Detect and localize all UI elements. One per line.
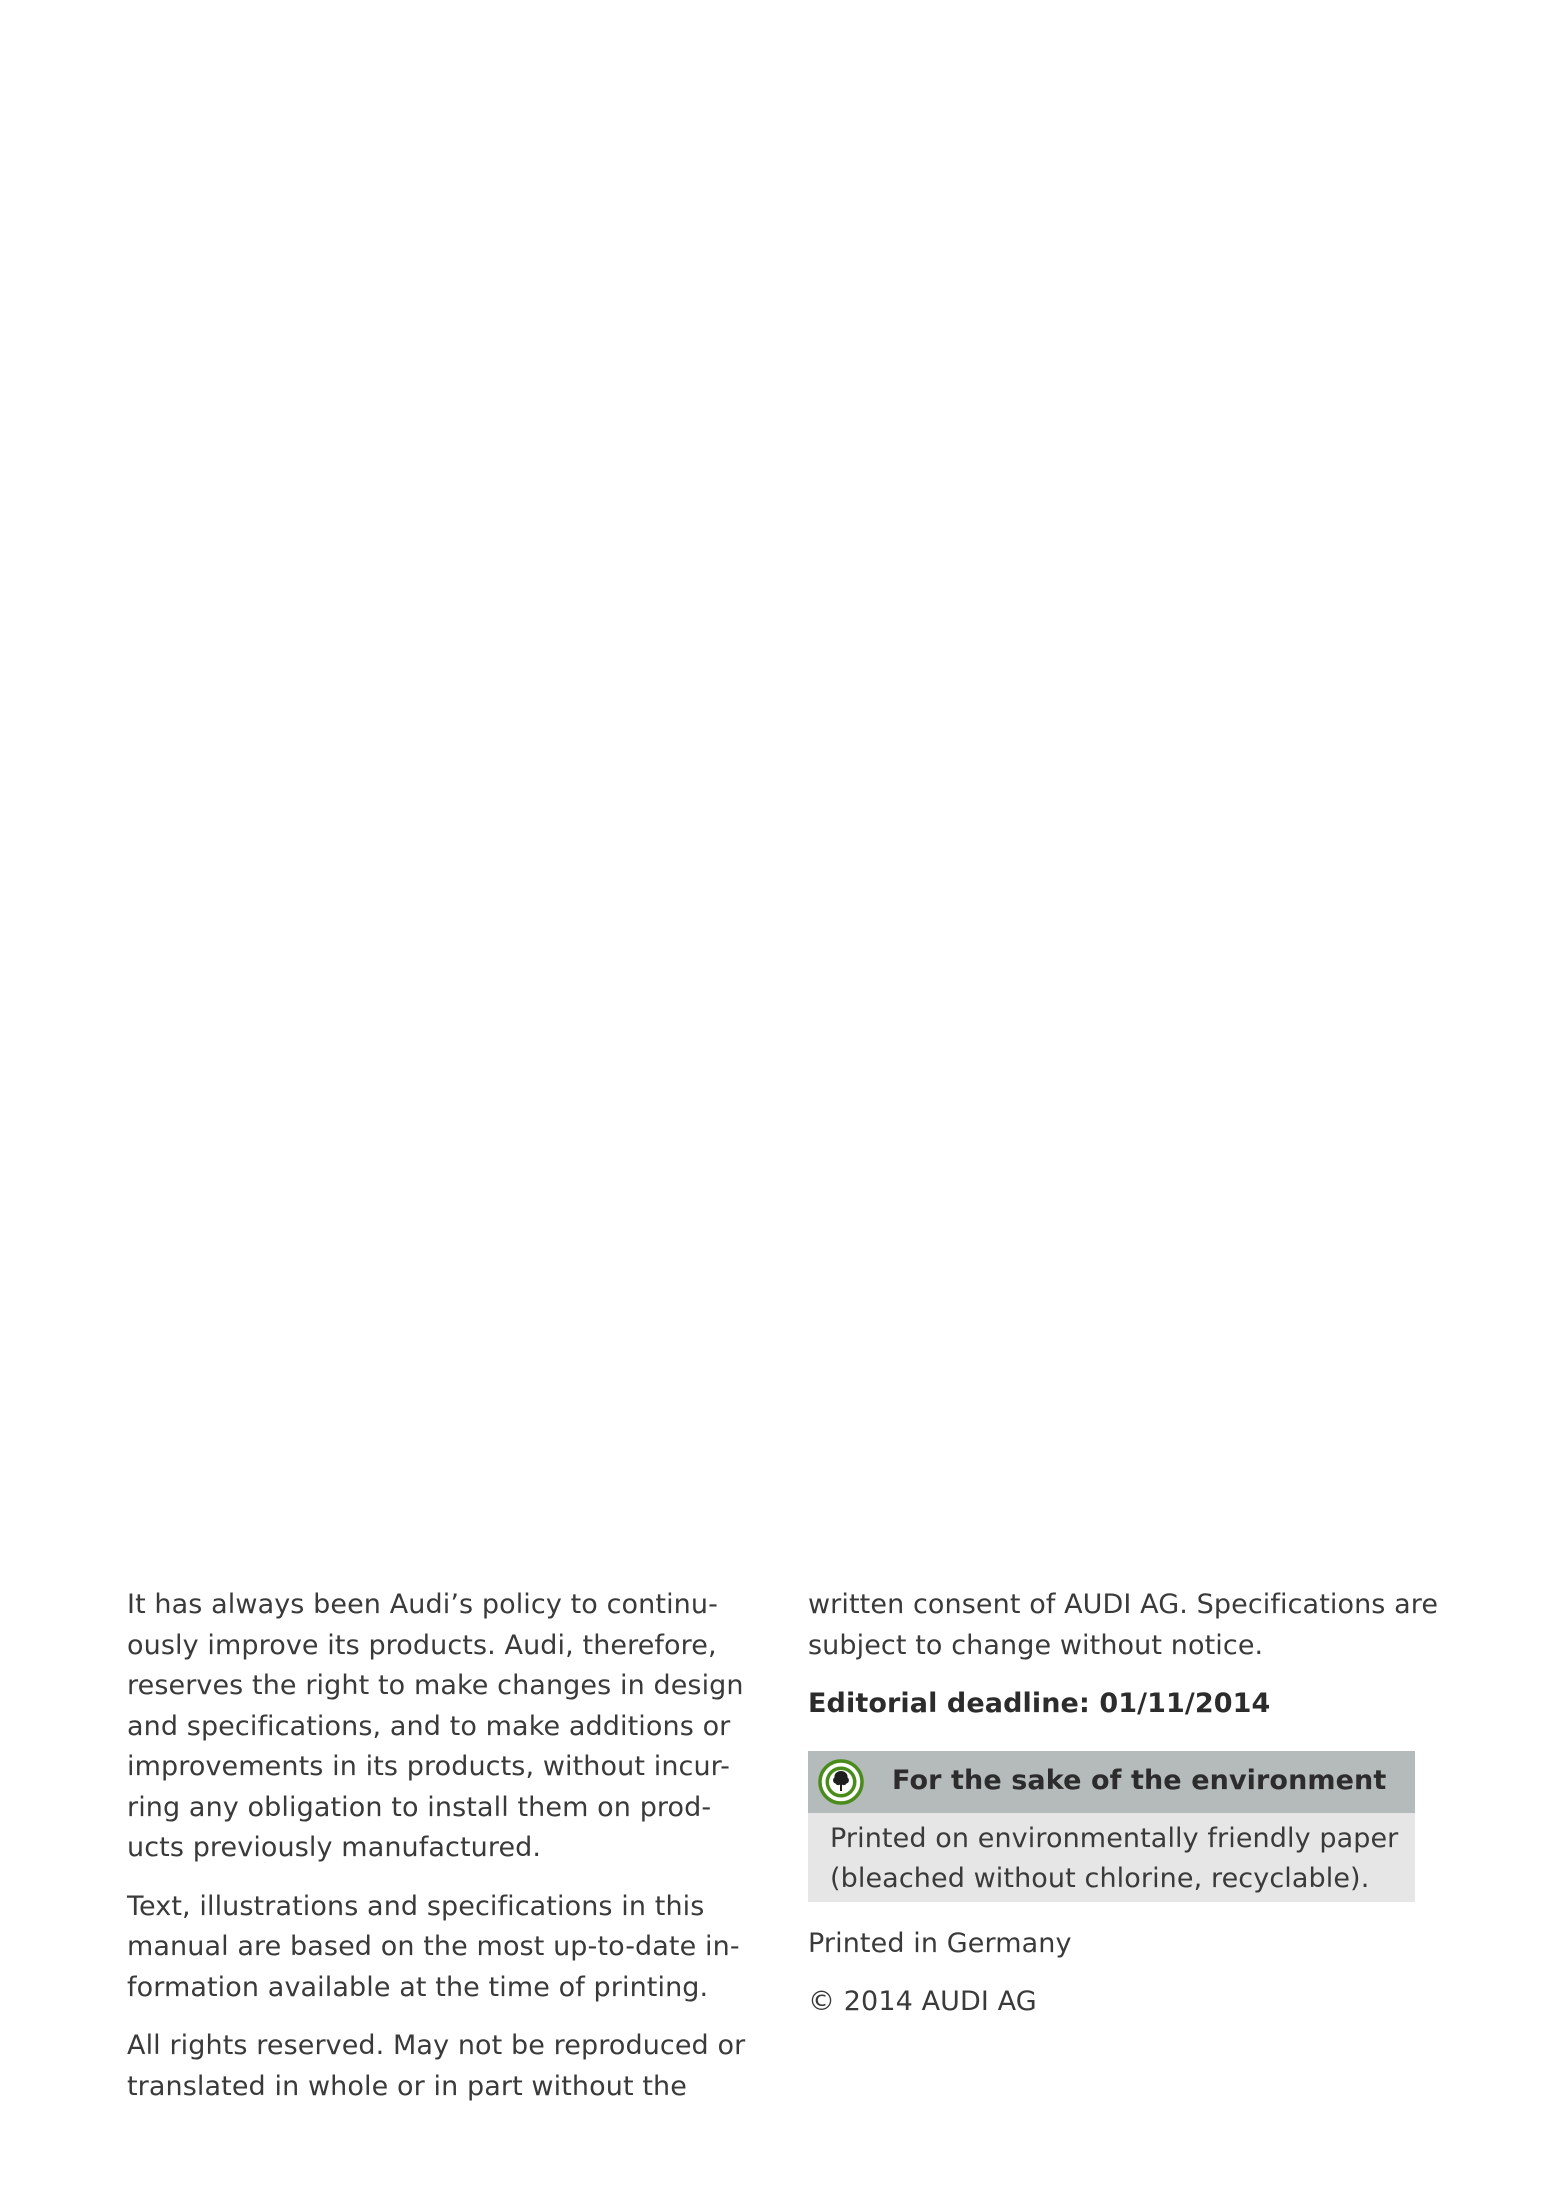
rights-paragraph	[127, 2026, 746, 2107]
text-line: formation available at the time of printing.	[127, 1971, 709, 2003]
text-line: (bleached without chlorine, recyclable).	[830, 1863, 1370, 1894]
text-line: All rights reserved. May not be reproduced or	[127, 2030, 746, 2061]
environment-notice-title: For the sake of the environment	[892, 1765, 1387, 1797]
printed-in: Printed in Germany	[808, 1927, 1072, 1959]
editorial-deadline: Editorial deadline: 01/11/2014	[808, 1688, 1271, 1719]
environment-notice-box	[808, 1751, 1415, 1902]
environment-notice-body	[808, 1813, 1415, 1902]
tree-icon	[818, 1759, 864, 1805]
text-line: manual are based on the most up-to-date in-	[127, 1931, 740, 1962]
text-line: ously improve its products. Audi, therefore,	[127, 1629, 717, 1661]
text-line: Printed on environmentally friendly paper	[830, 1822, 1399, 1854]
environment-notice-header	[808, 1751, 1415, 1813]
text-line: and specifications, and to make additions or	[127, 1710, 731, 1742]
rights-continuation-paragraph	[808, 1585, 1439, 1666]
text-line: translated in whole or in part without the	[127, 2070, 687, 2102]
text-line: ucts previously manufactured.	[127, 1832, 542, 1863]
left-column	[127, 1585, 746, 2125]
text-line: written consent of AUDI AG. Specifications are	[808, 1589, 1439, 1620]
text-line: reserves the right to make changes in design	[127, 1670, 744, 1701]
policy-paragraph	[127, 1585, 744, 1869]
text-line: improvements in its products, without incur-	[127, 1751, 731, 1782]
text-line: Text, illustrations and specifications in this	[127, 1890, 705, 1922]
text-line: It has always been Audi’s policy to continu-	[127, 1589, 718, 1620]
text-line: ring any obligation to install them on prod-	[127, 1791, 712, 1823]
right-column	[808, 1585, 1439, 2041]
text-line: subject to change without notice.	[808, 1629, 1264, 1661]
copyright: © 2014 AUDI AG	[808, 1986, 1037, 2017]
information-paragraph	[127, 1887, 740, 2009]
